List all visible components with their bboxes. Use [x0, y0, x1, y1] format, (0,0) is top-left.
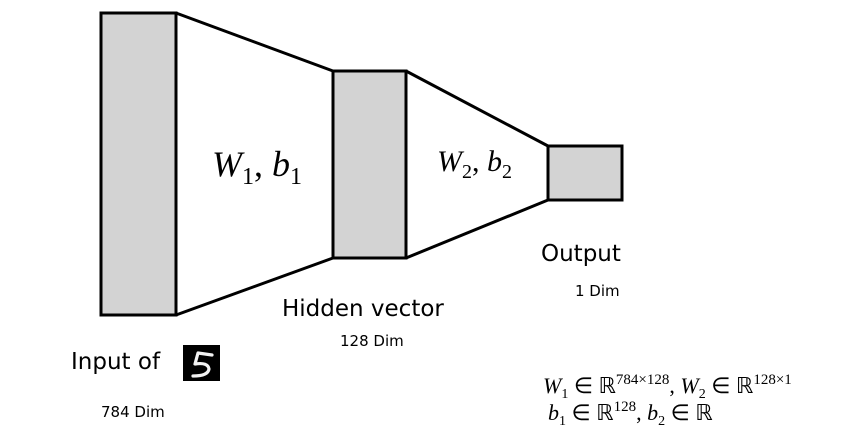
input-layer-box	[101, 13, 176, 315]
weights-label-1: $W_1$, $b_1$	[212, 144, 302, 190]
output-label: Output	[541, 241, 621, 267]
input-dim-label: 784 Dim	[101, 403, 165, 421]
bias-shapes-equation: $b_1$ ∈ ℝ$^{128}$, $b_2$ ∈ ℝ	[548, 399, 713, 429]
connection-bottom-edge-2	[406, 200, 548, 258]
hidden-layer-box	[333, 71, 406, 258]
hidden-vector-label: Hidden vector	[282, 296, 444, 322]
input-label: Input of	[71, 349, 161, 375]
mnist-digit-5-icon	[183, 345, 220, 381]
weights-label-2: $W_2$, $b_2$	[437, 145, 512, 183]
weight-shapes-equation: $W_1$ ∈ ℝ$^{784\times 128}$, $W_2$ ∈ ℝ$^{128\times 1}$	[543, 372, 792, 402]
hidden-dim-label: 128 Dim	[340, 332, 404, 350]
output-dim-label: 1 Dim	[575, 282, 620, 300]
connection-top-edge-2	[406, 71, 548, 146]
output-layer-box	[548, 146, 622, 200]
connection-top-edge-1	[176, 13, 333, 71]
